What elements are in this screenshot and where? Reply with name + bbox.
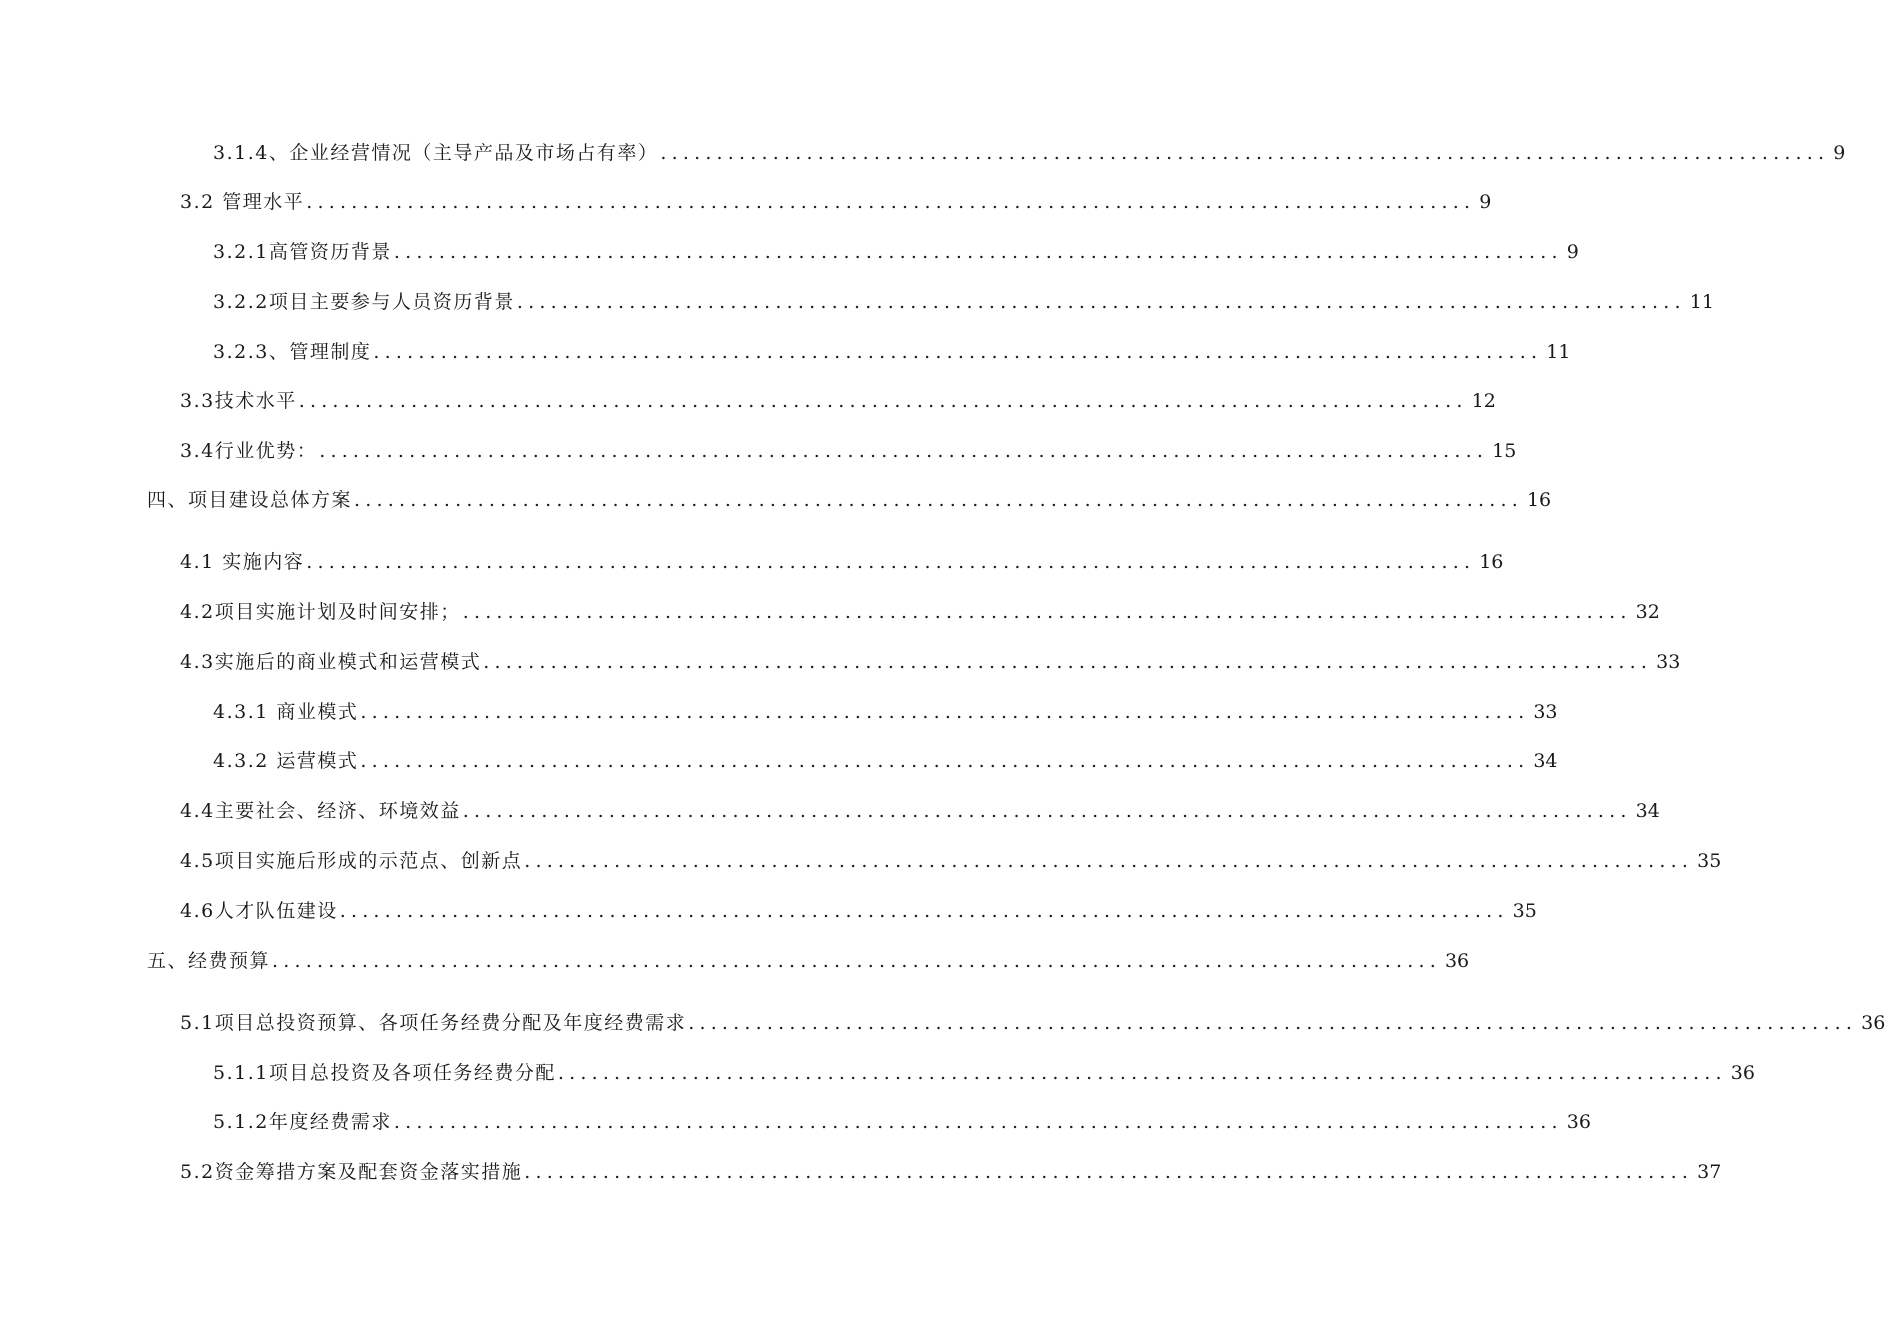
toc-dot-leader: ........................................................................................................ xyxy=(393,1111,1563,1133)
toc-dot-leader: ........................................................................................................ xyxy=(319,440,1489,462)
toc-page-number: 16 xyxy=(1479,551,1504,573)
toc-entry-title: 3.4行业优势： xyxy=(180,440,318,462)
toc-page-number: 36 xyxy=(1444,950,1470,972)
toc-entry-title: 3.2 管理水平 xyxy=(180,191,305,213)
toc-page-number: 9 xyxy=(1479,191,1492,213)
toc-entry-title: 四、项目建设总体方案 xyxy=(147,489,353,511)
toc-entry[interactable] xyxy=(213,337,1571,367)
toc-entry-title: 4.2项目实施计划及时间安排； xyxy=(180,601,461,623)
toc-dot-leader: ........................................................................................................ xyxy=(524,850,1694,872)
toc-page-number: 37 xyxy=(1697,1161,1722,1183)
toc-entry-title: 4.3实施后的商业模式和运营模式 xyxy=(180,651,482,673)
toc-entry[interactable] xyxy=(213,138,1846,168)
toc-page-number: 34 xyxy=(1533,750,1558,772)
toc-dot-leader: ........................................................................................................ xyxy=(462,601,1632,623)
toc-entry[interactable] xyxy=(213,1107,1591,1137)
toc-entry-title: 4.1 实施内容 xyxy=(180,551,305,573)
toc-dot-leader: ........................................................................................................ xyxy=(354,489,1523,511)
toc-page-number: 11 xyxy=(1546,341,1571,363)
toc-entry-title: 五、经费预算 xyxy=(147,950,271,972)
toc-page-number: 33 xyxy=(1533,701,1558,723)
toc-entry[interactable] xyxy=(180,647,1681,677)
toc-entry-title: 4.4主要社会、经济、环境效益 xyxy=(180,800,461,822)
toc-dot-leader: ........................................................................................................ xyxy=(516,291,1686,313)
toc-page-number: 12 xyxy=(1471,390,1496,412)
toc-entry[interactable] xyxy=(180,597,1660,627)
toc-entry[interactable] xyxy=(180,1008,1885,1038)
toc-entry[interactable] xyxy=(180,187,1492,217)
toc-entry[interactable] xyxy=(147,946,1470,976)
toc-page-number: 9 xyxy=(1833,142,1846,164)
toc-dot-leader: ........................................................................................................ xyxy=(688,1012,1858,1034)
toc-dot-leader: ........................................................................................................ xyxy=(393,241,1563,263)
toc-dot-leader: ........................................................................................................ xyxy=(298,390,1468,412)
toc-page-number: 36 xyxy=(1566,1111,1591,1133)
toc-entry[interactable] xyxy=(180,796,1660,826)
toc-dot-leader: ........................................................................................................ xyxy=(373,341,1543,363)
toc-dot-leader: ........................................................................................................ xyxy=(360,701,1530,723)
toc-entry-title: 4.5项目实施后形成的示范点、创新点 xyxy=(180,850,523,872)
toc-page-number: 35 xyxy=(1697,850,1722,872)
toc-entry-title: 3.2.3、管理制度 xyxy=(213,341,372,363)
toc-dot-leader: ........................................................................................................ xyxy=(483,651,1653,673)
toc-entry-title: 4.3.1 商业模式 xyxy=(213,701,359,723)
toc-entry[interactable] xyxy=(180,436,1517,466)
toc-page-number: 36 xyxy=(1861,1012,1885,1034)
toc-page-number: 34 xyxy=(1635,800,1660,822)
toc-dot-leader: ........................................................................................................ xyxy=(660,142,1830,164)
toc-dot-leader: ........................................................................................................ xyxy=(306,551,1476,573)
toc-entry-title: 3.2.1高管资历背景 xyxy=(213,241,392,263)
toc-page-number: 11 xyxy=(1689,291,1714,313)
toc-dot-leader: ........................................................................................................ xyxy=(462,800,1632,822)
toc-dot-leader: ........................................................................................................ xyxy=(339,900,1509,922)
toc-entry[interactable] xyxy=(213,697,1558,727)
toc-entry-title: 4.6人才队伍建设 xyxy=(180,900,338,922)
toc-page-number: 32 xyxy=(1635,601,1660,623)
toc-dot-leader: ........................................................................................................ xyxy=(557,1062,1727,1084)
toc-entry-title: 4.3.2 运营模式 xyxy=(213,750,359,772)
toc-entry[interactable] xyxy=(213,237,1579,267)
toc-entry-title: 3.3技术水平 xyxy=(180,390,297,412)
toc-entry[interactable] xyxy=(180,846,1722,876)
toc-entry-title: 3.1.4、企业经营情况（主导产品及市场占有率） xyxy=(213,142,659,164)
toc-entry[interactable] xyxy=(180,547,1504,577)
toc-page-number: 15 xyxy=(1492,440,1517,462)
toc-dot-leader: ........................................................................................................ xyxy=(360,750,1530,772)
toc-entry[interactable] xyxy=(213,746,1558,776)
toc-entry-title: 3.2.2项目主要参与人员资历背景 xyxy=(213,291,515,313)
toc-entry[interactable] xyxy=(180,386,1496,416)
toc-dot-leader: ........................................................................................................ xyxy=(524,1161,1694,1183)
toc-page-number: 33 xyxy=(1656,651,1681,673)
toc-entry-title: 5.1.2年度经费需求 xyxy=(213,1111,392,1133)
toc-page-number: 16 xyxy=(1526,489,1552,511)
toc-entry[interactable] xyxy=(180,896,1537,926)
toc-page-number: 36 xyxy=(1730,1062,1755,1084)
toc-dot-leader: ........................................................................................................ xyxy=(306,191,1476,213)
toc-entry-title: 5.1.1项目总投资及各项任务经费分配 xyxy=(213,1062,556,1084)
toc-entry[interactable] xyxy=(180,1157,1722,1187)
toc-entry-title: 5.2资金筹措方案及配套资金落实措施 xyxy=(180,1161,523,1183)
toc-entry-title: 5.1项目总投资预算、各项任务经费分配及年度经费需求 xyxy=(180,1012,687,1034)
toc-page-number: 9 xyxy=(1566,241,1579,263)
toc-entry[interactable] xyxy=(147,485,1552,515)
toc-page-number: 35 xyxy=(1512,900,1537,922)
toc-dot-leader: ........................................................................................................ xyxy=(272,950,1441,972)
toc-entry[interactable] xyxy=(213,287,1714,317)
toc-entry[interactable] xyxy=(213,1058,1755,1088)
